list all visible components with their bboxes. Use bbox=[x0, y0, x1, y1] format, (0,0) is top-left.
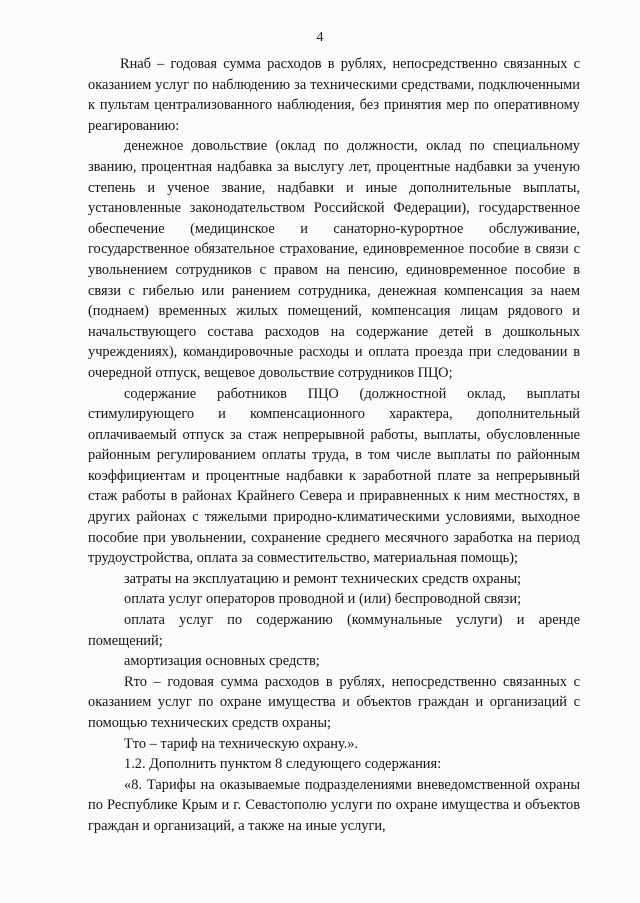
page-number: 4 bbox=[316, 30, 324, 45]
document-body bbox=[88, 54, 580, 837]
paragraph-monetary-allowance: денежное довольствие (оклад по должности, оклад по специальному званию, процентная надбавка за выслугу лет, процентные надбавки за ученую степень и ученое звание, надбавки и иные дополнительные выплаты, установленные законодательством Российской Федерации), государственное обеспечение (медицинское и санаторно-курортное обслуживание, государственное обязательное страхование, единовременное пособие в связи с увольнением сотрудников с правом на пенсию, единовременное пособие в связи с гибелью или ранением сотрудника, денежная компенсация за наем (поднаем) временных жилых помещений, компенсация лицам рядового и начальствующего состава расходов на содержание детей в дошкольных учреждениях), командировочные расходы и оплата проезда при следовании в очередной отпуск, вещевое довольствие сотрудников ПЦО; bbox=[88, 138, 580, 381]
paragraph-tto-definition: Тто – тариф на техническую охрану.». bbox=[124, 735, 359, 752]
paragraph-depreciation: амортизация основных средств; bbox=[124, 653, 320, 670]
paragraph-rto-definition: Rто – годовая сумма расходов в рублях, непосредственно связанных с оказанием услуг по охране имущества и объектов граждан и организаций с помощью технических средств охраны; bbox=[88, 673, 580, 731]
paragraph-rnab-definition: Rнаб – годовая сумма расходов в рублях, непосредственно связанных с оказанием услуг по наблюдению за техническими средствами, подключенными к пультам централизованного наблюдения, без принятия мер по оперативному реагированию: bbox=[88, 56, 580, 134]
paragraph-equipment-maintenance: затраты на эксплуатацию и ремонт технических средств охраны; bbox=[124, 570, 522, 587]
paragraph-staff-maintenance: содержание работников ПЦО (должностной оклад, выплаты стимулирующего и компенсационного характера, дополнительный оплачиваемый отпуск за стаж непрерывной работы, выплаты, обусловленные районным регулированием оплаты труда, в том числе выплаты по районным коэффициентам и процентные надбавки к заработной плате за непрерывный стаж работы в районах Крайнего Севера и приравненных к ним местностях, в других районах с тяжелыми природно-климатическими условиями, выходное пособие при увольнении, сохранение среднего месячного заработка на период трудоустройства, оплата за совместительство, материальная помощь); bbox=[88, 385, 580, 567]
paragraph-item-8: «8. Тарифы на оказываемые подразделениями вневедомственной охраны по Республике Крым и г. Севастополю услуги по охране имущества и объектов граждан и организаций, а также на иные услуги, bbox=[88, 776, 580, 834]
paragraph-utilities-rent: оплата услуг по содержанию (коммунальные услуги) и аренде помещений; bbox=[88, 612, 580, 649]
paragraph-item-1-2: 1.2. Дополнить пунктом 8 следующего содержания: bbox=[124, 756, 442, 773]
paragraph-operator-services: оплата услуг операторов проводной и (или) беспроводной связи; bbox=[124, 591, 522, 608]
